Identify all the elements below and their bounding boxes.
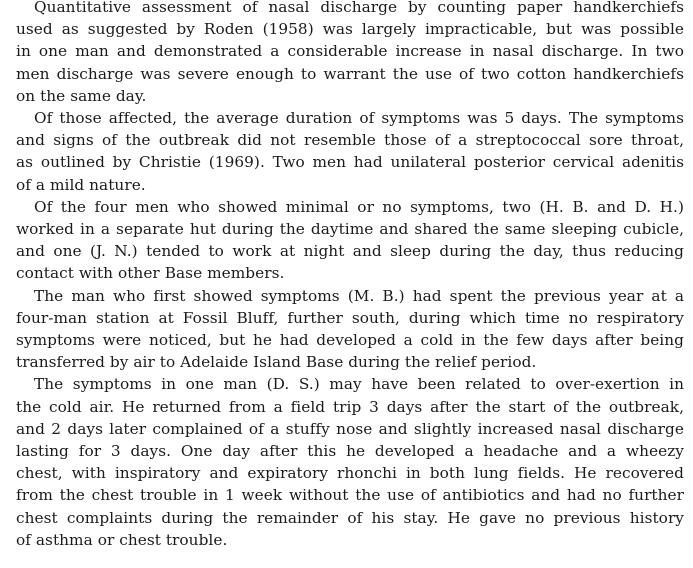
text-line: and 2 days later complained of a stuffy nose and slightly increased nasal discharge [16,419,684,438]
text-line: used as suggested by Roden (1958) was largely impracticable, but was possible [16,20,684,39]
text-line: Of those affected, the average duration of symptoms was 5 days. The symptoms [34,109,684,128]
text-line: and one (J. N.) tended to work at night and sleep during the day, thus reducing [16,242,684,261]
text-line: on the same day. [16,86,147,105]
text-line: worked in a separate hut during the daytime and shared the same sleeping cubicle, [16,220,684,239]
text-line: and signs of the outbreak did not resemble those of a streptococcal sore throat, [16,131,684,150]
text-line: transferred by air to Adelaide Island Base during the relief period. [16,353,537,372]
text-line: of a mild nature. [16,175,146,194]
document-page [16,0,684,551]
text-line: symptoms were noticed, but he had developed a cold in the few days after being [16,331,684,350]
paragraph-minimal-symptoms [16,196,684,285]
text-line: The man who first showed symptoms (M. B.) had spent the previous year at a [34,286,684,305]
text-line: lasting for 3 days. One day after this he developed a headache and a wheezy [16,442,684,461]
paragraph-first-case [16,285,684,374]
text-line: men discharge was severe enough to warrant the use of two cotton handkerchiefs [16,64,684,83]
text-line: chest, with inspiratory and expiratory rhonchi in both lung fields. He recovered [16,464,684,483]
text-line: contact with other Base members. [16,264,285,283]
text-line: from the chest trouble in 1 week without the use of antibiotics and had no further [16,486,684,505]
paragraph-over-exertion-case [16,373,684,551]
text-line: chest complaints during the remainder of his stay. He gave no previous history [16,508,684,527]
text-line: as outlined by Christie (1969). Two men had unilateral posterior cervical adenitis [16,153,684,172]
text-line: The symptoms in one man (D. S.) may have been related to over-exertion in [34,375,684,394]
paragraph-duration-of-symptoms [16,107,684,196]
text-line: Quantitative assessment of nasal discharge by counting paper handkerchiefs [34,0,684,16]
text-line: the cold air. He returned from a field trip 3 days after the start of the outbreak, [16,397,684,416]
text-line: Of the four men who showed minimal or no symptoms, two (H. B. and D. H.) [34,197,684,216]
paragraph-nasal-discharge [16,0,684,107]
text-line: four-man station at Fossil Bluff, further south, during which time no respiratory [16,308,684,327]
text-line: of asthma or chest trouble. [16,530,228,549]
text-line: in one man and demonstrated a considerable increase in nasal discharge. In two [16,42,684,61]
